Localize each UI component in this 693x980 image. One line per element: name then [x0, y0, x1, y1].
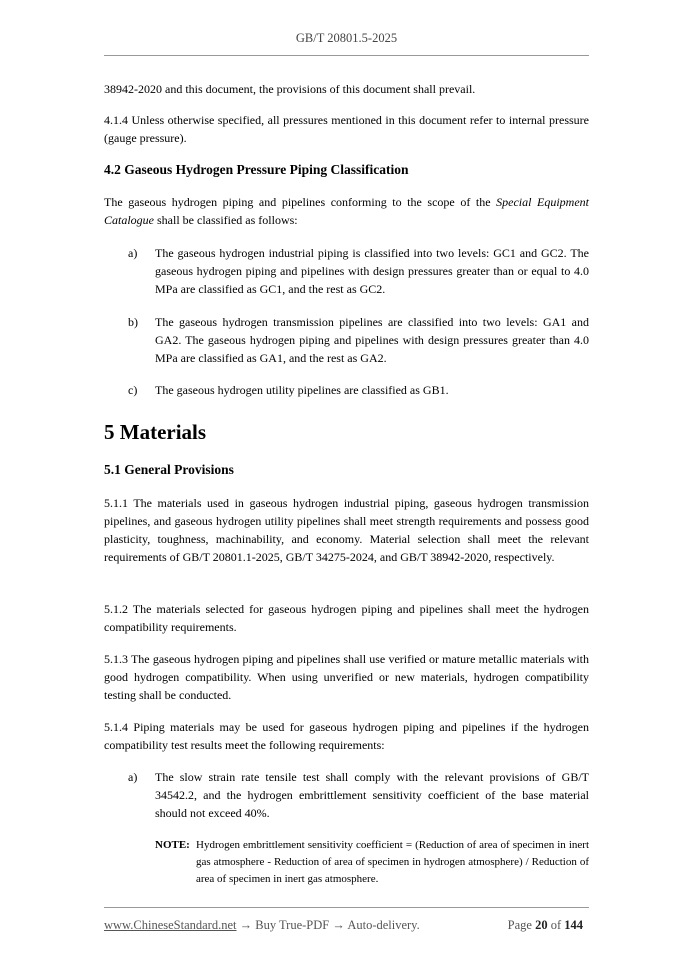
list-marker: a) [128, 770, 138, 784]
intro-text-end: shall be classified as follows: [154, 213, 298, 227]
list-item-text: The slow strain rate tensile test shall comply with the relevant provisions of GB/T 34542.2, and the hydrogen embrittlement sensitivity coefficient of the base material should not exceed 40%. [155, 770, 589, 820]
paragraph-5-1-2: 5.1.2 The materials selected for gaseous hydrogen piping and pipelines shall meet the hydrogen compatibility requirements. [104, 602, 589, 634]
paragraph-5-1-3: 5.1.3 The gaseous hydrogen piping and pipelines shall use verified or mature metallic materials with good hydrogen compatibility. When using unverified or new materials, hydrogen compatibility testing shall be conducted. [104, 652, 589, 702]
section-heading-5-1: 5.1 General Provisions [104, 462, 234, 477]
paragraph-continuation: 38942-2020 and this document, the provisions of this document shall prevail. [104, 82, 476, 96]
arrow-right-icon: → [239, 918, 253, 932]
page-number: 20 [535, 918, 548, 932]
paragraph-5-1-1: 5.1.1 The materials used in gaseous hydrogen industrial piping, gaseous hydrogen transmission pipelines, and gaseous hydrogen utility pipelines shall meet strength requirements and possess good plasticity, toughness, machinability, and economy. Material selection shall meet the relevant requirements of GB/T 20801.1-2025, GB/T 34275-2024, and GB/T 38942-2020, respectively. [104, 496, 589, 564]
intro-text-start: The gaseous hydrogen piping and pipelines conforming to the scope of the [104, 195, 497, 209]
page-total: 144 [564, 918, 583, 932]
header-divider [104, 55, 589, 56]
chapter-heading-5: 5 Materials [104, 420, 207, 444]
list-marker: c) [128, 383, 138, 397]
website-link[interactable]: www.ChineseStandard.net [104, 918, 237, 932]
auto-delivery-text: Auto-delivery. [347, 918, 420, 932]
of-label: of [550, 918, 562, 932]
list-item-text: The gaseous hydrogen utility pipelines are classified as GB1. [155, 383, 449, 397]
page-footer [104, 918, 589, 933]
arrow-right-icon: → [332, 918, 345, 932]
buy-pdf-text: Buy True-PDF [255, 918, 330, 932]
paragraph-5-1-4: 5.1.4 Piping materials may be used for gaseous hydrogen piping and pipelines if the hydrogen compatibility test results meet the following requirements: [104, 720, 589, 752]
list-marker: b) [128, 315, 138, 329]
list-item-text: The gaseous hydrogen transmission pipelines are classified into two levels: GA1 and GA2. The gaseous hydrogen piping and pipelines with design pressures greater than 4.0 MPa are classified as GA1, and the rest as GA2. [155, 315, 589, 365]
list-item-text: The gaseous hydrogen industrial piping is classified into two levels: GC1 and GC2. The gaseous hydrogen piping and pipelines with design pressures greater than or equal to 4.0 MPa are classified as GC1, and the rest as GC2. [155, 246, 589, 296]
paragraph-4-2-intro [104, 193, 589, 229]
footer-divider [104, 907, 589, 908]
catalogue-title: Special Equipment Catalogue [104, 195, 590, 227]
note-label: NOTE: [155, 839, 190, 851]
note-text: Hydrogen embrittlement sensitivity coefficient = (Reduction of area of specimen in inert gas atmosphere - Reduction of area of specimen in hydrogen atmosphere) / Reduction of area of specimen in inert gas atmosphere. [196, 839, 589, 885]
running-header: GB/T 20801.5-2025 [295, 31, 398, 45]
section-heading-4-2: 4.2 Gaseous Hydrogen Pressure Piping Classification [104, 162, 409, 177]
paragraph-4-1-4: 4.1.4 Unless otherwise specified, all pressures mentioned in this document refer to internal pressure (gauge pressure). [104, 113, 589, 145]
list-marker: a) [128, 246, 138, 260]
page-indicator [508, 918, 583, 933]
page-label: Page [507, 918, 532, 932]
